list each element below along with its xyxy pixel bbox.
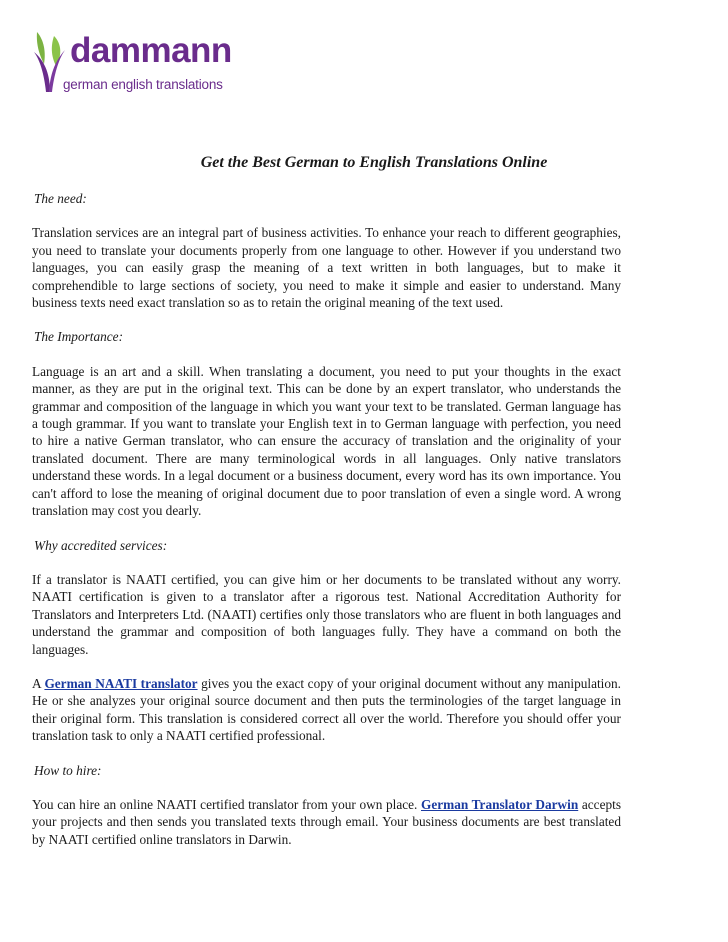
page-title: Get the Best German to English Translations Online [200,154,548,171]
paragraph-accredited: If a translator is NAATI certified, you can give him or her documents to be translated without any worry. NAATI certification is given to a translator after a rigorous test. National Accreditation Authority for Translators and Interpreters Ltd. (NAATI) certifies only those translators who are fluent in both languages and understand the grammar and composition of both languages fully. They have a command on both the languages. [32,571,621,657]
paragraph-importance: Language is an art and a skill. When translating a document, you need to put your thoughts in the exact manner, as they are put in the original text. This can be done by an expert translator, who understands the grammar and composition of the language in which you want your text to be translated. German language has a tough grammar. If you want to translate your English text in to German language with perfection, you need to hire a native German translator, who can ensure the accuracy of translation and the originality of your translated document. There are many terminological words in all languages. Only native translators understand these words. In a legal document or a business document, every word has its own importance. You can't afford to lose the meaning of original document due to poor translation of even a single word. A wrong translation may cost you dearly. [32,363,621,519]
german-naati-translator-link[interactable]: German NAATI translator [44,675,198,691]
logo-wordmark: dammann [70,31,232,70]
paragraph-prefix: You can hire an online NAATI certified translator from your own place. [32,796,418,812]
heading-importance: The Importance: [34,329,123,345]
paragraph-suffix: gives you the exact copy of your original document without any manipulation. He or she analyzes your original source document and then puts the terminologies of the target language in their original form. This translation is considered correct all over the world. Therefore you should offer your translation task to only a NAATI certified professional. [32,675,621,744]
heading-hire: How to hire: [34,762,102,778]
paragraph-hire [32,796,621,848]
article-body [32,190,621,865]
logo-tagline: german english translations [63,77,223,92]
paragraph-suffix: accepts your projects and then sends you translated texts through email. Your business documents are best translated by NAATI certified online translators in Darwin. [32,796,621,847]
paragraph-prefix: A [32,675,41,691]
paragraph-naati-translator [32,675,621,745]
heading-accredited: Why accredited services: [34,537,168,553]
german-translator-darwin-link[interactable]: German Translator Darwin [421,796,579,812]
heading-need: The need: [34,191,87,206]
dammann-logo [32,30,232,98]
leaf-logo-icon [32,30,66,98]
paragraph-need: Translation services are an integral part of business activities. To enhance your reach to different geographies, you need to translate your documents properly from one language to other. However if you understand two languages, you can easily grasp the meaning of a text written in both languages, but to make it comprehendible to large sections of society, you need to make it simple and easier to understand. Many business texts need exact translation so as to retain the original meaning of the text used. [32,225,621,311]
